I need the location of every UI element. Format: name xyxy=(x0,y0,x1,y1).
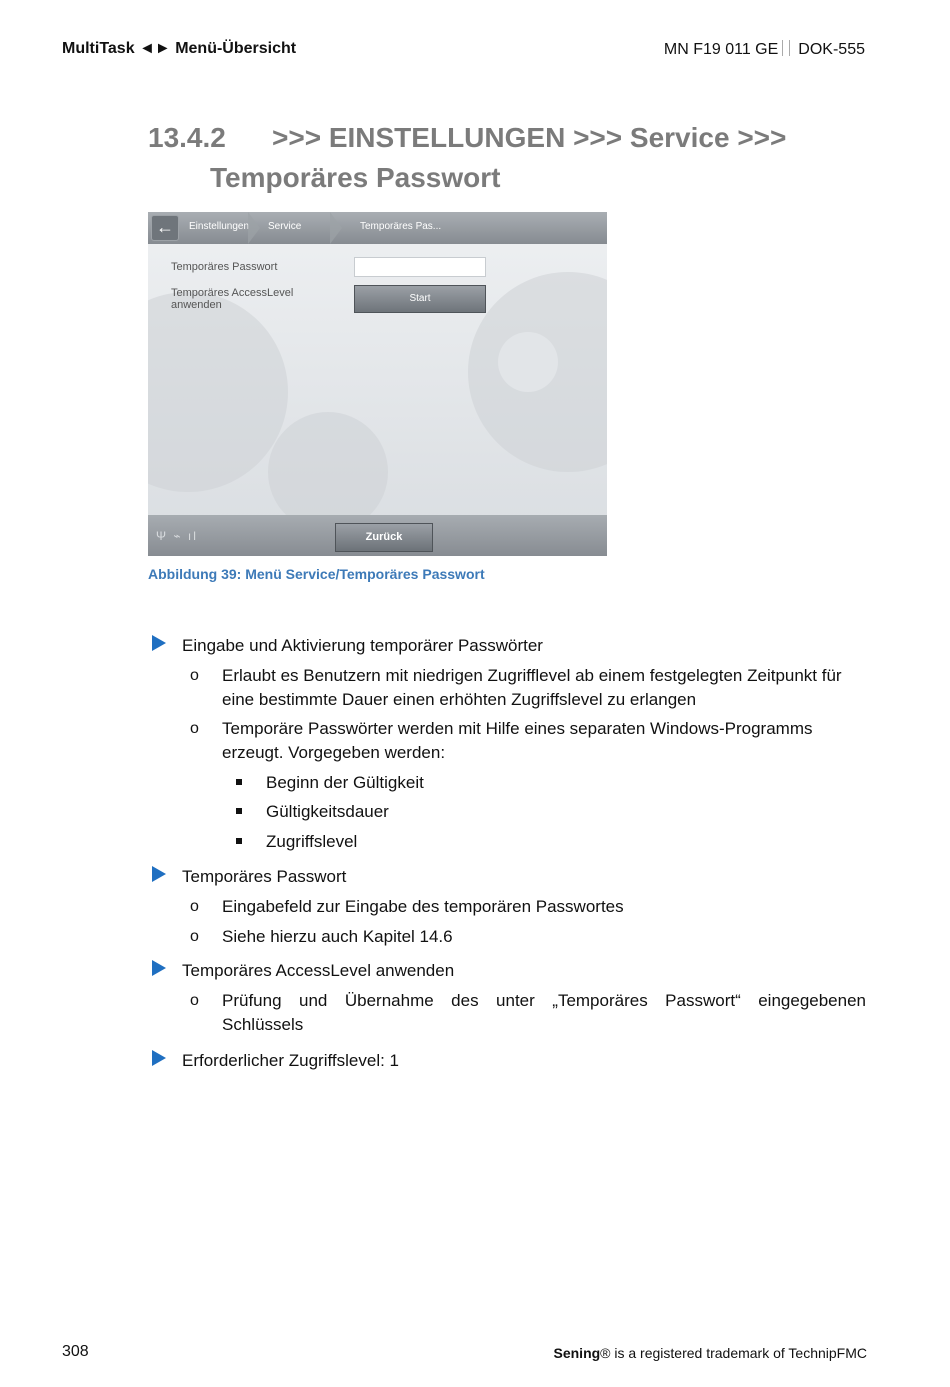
sub-bullet-marker: o xyxy=(190,928,199,945)
bullet-triangle-icon xyxy=(152,960,166,976)
header-left xyxy=(62,40,296,58)
temp-password-input[interactable] xyxy=(354,257,486,277)
sub-bullet-text: Eingabefeld zur Eingabe des temporären Passwortes xyxy=(222,897,624,916)
breadcrumb-item[interactable]: Service xyxy=(268,221,302,232)
header-section: Menü-Übersicht xyxy=(175,40,297,57)
status-icons: Ψ ⌁ ıl xyxy=(156,529,198,543)
sub-bullet-text: Temporäre Passwörter werden mit Hilfe eines separaten Windows-Programms xyxy=(222,719,813,738)
gear-background-icon xyxy=(148,292,288,492)
footer-brand: Sening xyxy=(553,1345,601,1361)
bullet-text: Temporäres Passwort xyxy=(182,867,347,886)
list-item: Gültigkeitsdauer xyxy=(266,802,389,821)
list-item: Zugriffslevel xyxy=(266,832,358,851)
bullet-text: Eingabe und Aktivierung temporärer Passwörter xyxy=(182,636,543,655)
sub-bullet-marker: o xyxy=(190,898,199,915)
bullet-triangle-icon xyxy=(152,1050,166,1066)
sub-bullet-text: Schlüssels xyxy=(222,1015,304,1034)
nav-arrows-icon: ◄► xyxy=(139,40,171,57)
bullet-triangle-icon xyxy=(152,866,166,882)
header-separator xyxy=(782,40,790,56)
access-level-label-line2: anwenden xyxy=(171,299,222,311)
square-bullet-icon xyxy=(236,838,242,844)
header-doc-number: MN F19 011 GE xyxy=(663,41,779,58)
chevron-right-icon xyxy=(248,212,260,244)
header-doc-id: DOK-555 xyxy=(798,41,865,58)
breadcrumb-item[interactable]: Einstellungen xyxy=(189,221,250,232)
breadcrumb-bar xyxy=(148,212,607,244)
gear-background-icon xyxy=(268,412,388,532)
breadcrumb-item[interactable]: Temporäres Pas... xyxy=(360,221,442,232)
square-bullet-icon xyxy=(236,808,242,814)
sub-bullet-text: Prüfung und Übernahme des unter „Temporäres Passwort“ eingegebenen xyxy=(222,991,866,1010)
access-level-label-line1: Temporäres AccessLevel xyxy=(171,287,294,299)
device-screenshot xyxy=(148,212,607,556)
bullet-triangle-icon xyxy=(152,635,166,651)
bullet-text: Temporäres AccessLevel anwenden xyxy=(182,961,455,980)
temp-password-label: Temporäres Passwort xyxy=(171,261,278,273)
sub-bullet-marker: o xyxy=(190,720,199,737)
sub-bullet-marker: o xyxy=(190,992,199,1009)
square-bullet-icon xyxy=(236,779,242,785)
page-number: 308 xyxy=(62,1343,89,1360)
start-button[interactable]: Start xyxy=(354,285,486,313)
sub-bullet-marker: o xyxy=(190,667,199,684)
bottom-bar xyxy=(148,515,607,556)
header-product: MultiTask xyxy=(62,40,135,57)
sub-bullet-text: erzeugt. Vorgegeben werden: xyxy=(222,743,446,762)
gear-hole xyxy=(498,332,558,392)
bullet-text: Erforderlicher Zugriffslevel: 1 xyxy=(182,1051,399,1070)
header-right xyxy=(664,40,865,59)
sub-bullet-text: eine bestimmte Dauer einen erhöhten Zugriffslevel zu erlangen xyxy=(222,690,697,709)
back-button[interactable]: Zurück xyxy=(335,523,433,552)
sub-bullet-text: Erlaubt es Benutzern mit niedrigen Zugrifflevel ab einem festgelegten Zeitpunkt für xyxy=(222,666,842,685)
sub-bullet-text: Siehe hierzu auch Kapitel 14.6 xyxy=(222,927,453,946)
footer-trademark xyxy=(554,1345,868,1361)
footer-trademark-text: ® is a registered trademark of TechnipFMC xyxy=(600,1345,867,1361)
section-title-line1: >>> EINSTELLUNGEN >>> Service >>> xyxy=(272,122,787,153)
figure-caption: Abbildung 39: Menü Service/Temporäres Passwort xyxy=(148,566,485,582)
list-item: Beginn der Gültigkeit xyxy=(266,773,424,792)
section-title-line2: Temporäres Passwort xyxy=(210,162,501,193)
section-number: 13.4.2 xyxy=(148,122,226,153)
chevron-right-icon xyxy=(330,212,342,244)
arrow-left-icon[interactable]: ← xyxy=(151,215,179,241)
